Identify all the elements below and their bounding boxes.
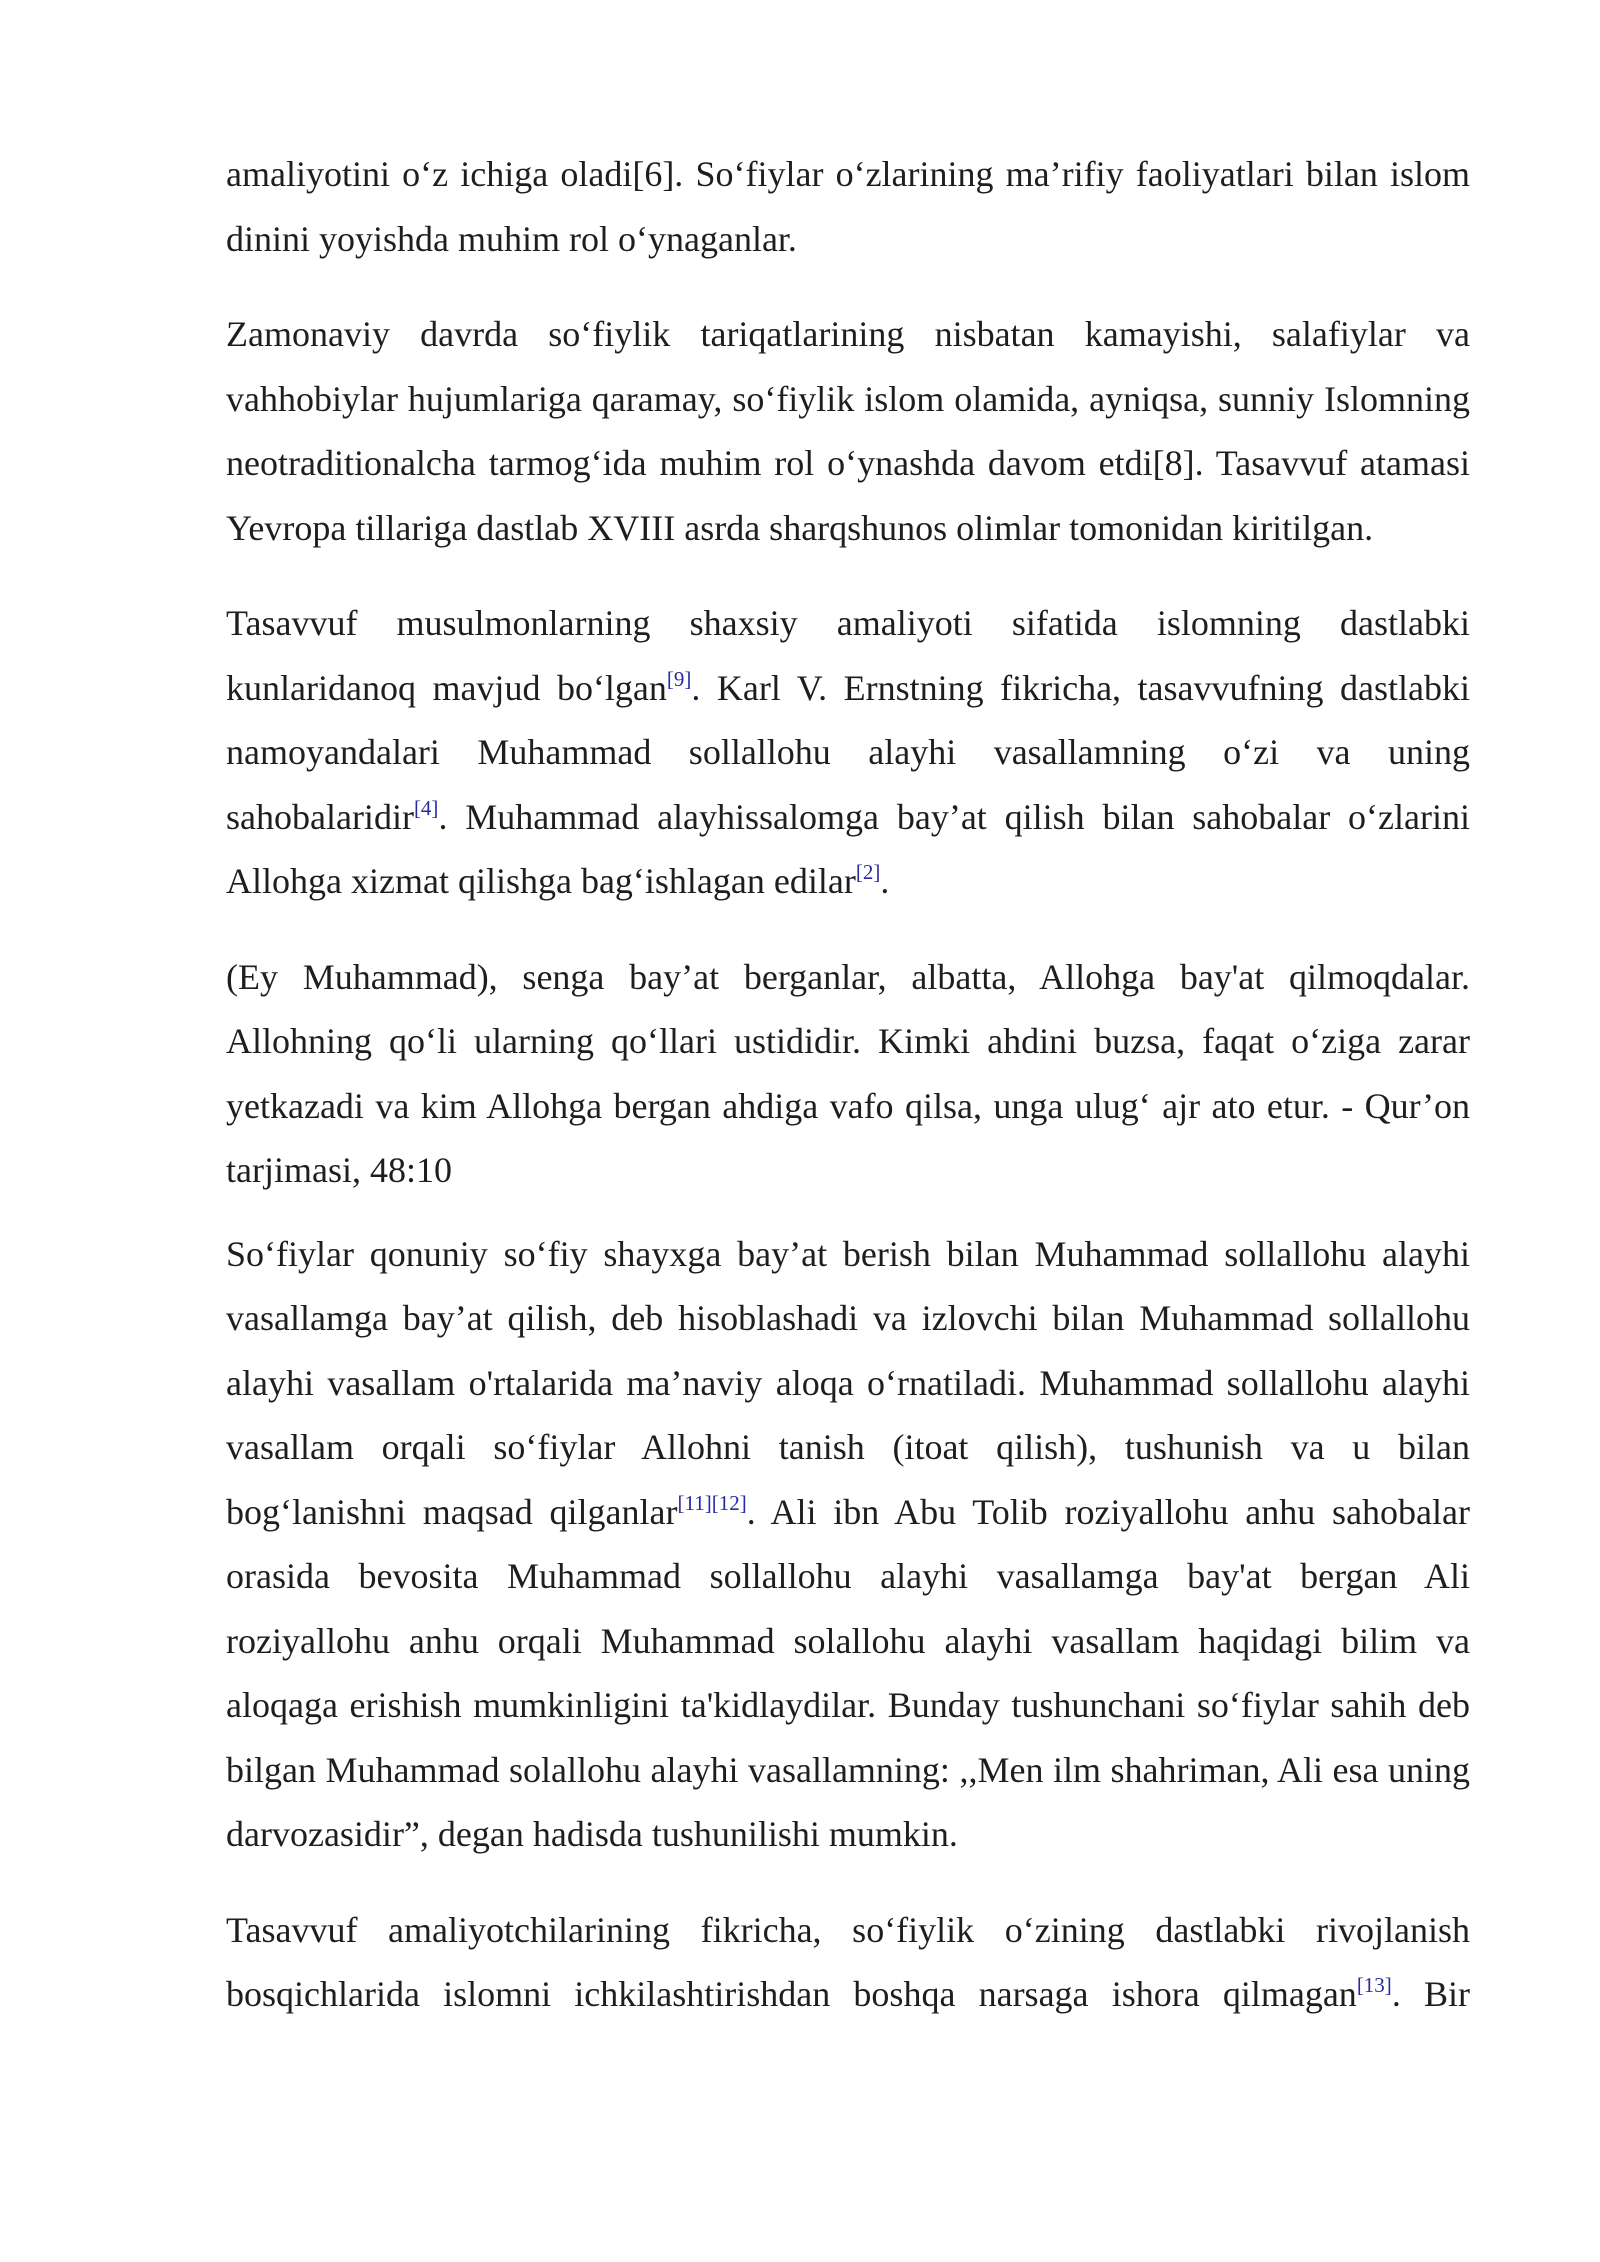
paragraph-3 (226, 591, 1470, 914)
paragraph-text: . Ali ibn Abu Tolib roziyallohu anhu sahobalar orasida bevosita Muhammad sollallohu alayhi vasallamga bay'at bergan Ali roziyallohu anhu orqali Muhammad solallohu alayhi vasallam haqidagi bilim va aloqaga erishish mumkinligini ta'kidlaydilar. Bunday tushunchani so‘fiylar sahih deb bilgan Muhammad solallohu alayhi vasallamning: ,,Men ilm shahriman, Ali esa uning darvozasidir”, degan hadisda tushunilishi mumkin. (226, 1491, 1470, 1854)
paragraph-5 (226, 1222, 1470, 1867)
footnote-ref-link[interactable]: [4] (413, 795, 439, 820)
paragraph-text: amaliyotini o‘z ichiga oladi[6]. So‘fiylar o‘zlarining ma’rifiy faoliyatlari bilan islom dinini yoyishda muhim rol o‘ynaganlar. (226, 154, 1470, 259)
footnote-ref-link[interactable]: [9] (666, 666, 692, 691)
paragraph-2 (226, 302, 1470, 560)
paragraph-text: Tasavvuf amaliyotchilarining fikricha, so‘fiylik o‘zining dastlabki rivojlanish bosqichlarida islomni ichkilashtirishdan boshqa narsaga ishora qilmagan (226, 1909, 1470, 2014)
paragraph-1 (226, 142, 1470, 271)
paragraph-text: . (880, 861, 890, 901)
paragraph-text: Tasavvuf musulmonlarning shaxsiy amaliyoti sifatida islomning dastlabki kunlaridanoq mavjud bo‘lgan (226, 603, 1470, 708)
footnote-ref-link[interactable]: [11][12] (677, 1490, 747, 1515)
paragraph-text: Zamonaviy davrda so‘fiylik tariqatlarining nisbatan kamayishi, salafiylar va vahhobiylar hujumlariga qaramay, so‘fiylik islom olamida, ayniqsa, sunniy Islomning neotraditionalcha tarmog‘ida muhim rol o‘ynashda davom etdi[8]. Tasavvuf atamasi Yevropa tillariga dastlab XVIII asrda sharqshunos olimlar tomonidan kiritilgan. (226, 314, 1470, 548)
footnote-ref-link[interactable]: [13] (1356, 1973, 1392, 1997)
footnote-ref-link[interactable]: [2] (855, 860, 881, 884)
paragraph-text: . Karl V. Ernstning fikricha, tasavvufning dastlabki namoyandalari Muhammad sollallohu alayhi vasallamning o‘zi va uning sahobalaridir (226, 667, 1470, 837)
paragraph-text: . Muhammad alayhissalomga bay’at qilish bilan sahobalar o‘zlarini Allohga xizmat qilishga bag‘ishlagan edilar (226, 796, 1470, 901)
quote-paragraph (226, 945, 1470, 1203)
paragraph-text: So‘fiylar qonuniy so‘fiy shayxga bay’at berish bilan Muhammad sollallohu alayhi vasallamga bay’at qilish, deb hisoblashadi va izlovchi bilan Muhammad sollallohu alayhi vasallam o'rtalarida ma’naviy aloqa o‘rnatiladi. Muhammad sollallohu alayhi vasallam orqali so‘fiylar Allohni tanish (itoat qilish), tushunish va u bilan bog‘lanishni maqsad qilganlar (226, 1233, 1470, 1532)
document-page (226, 142, 1470, 2058)
paragraph-6 (226, 1898, 1470, 2027)
quote-text: (Ey Muhammad), senga bay’at berganlar, albatta, Allohga bay'at qilmoqdalar. Allohning qo‘li ularning qo‘llari ustididir. Kimki ahdini buzsa, faqat o‘ziga zarar yetkazadi va kim Allohga bergan ahdiga vafo qilsa, unga ulug‘ ajr ato etur. - Qur’on tarjimasi, 48:10 (226, 956, 1470, 1190)
paragraph-text: . Bir (1391, 1974, 1470, 2014)
